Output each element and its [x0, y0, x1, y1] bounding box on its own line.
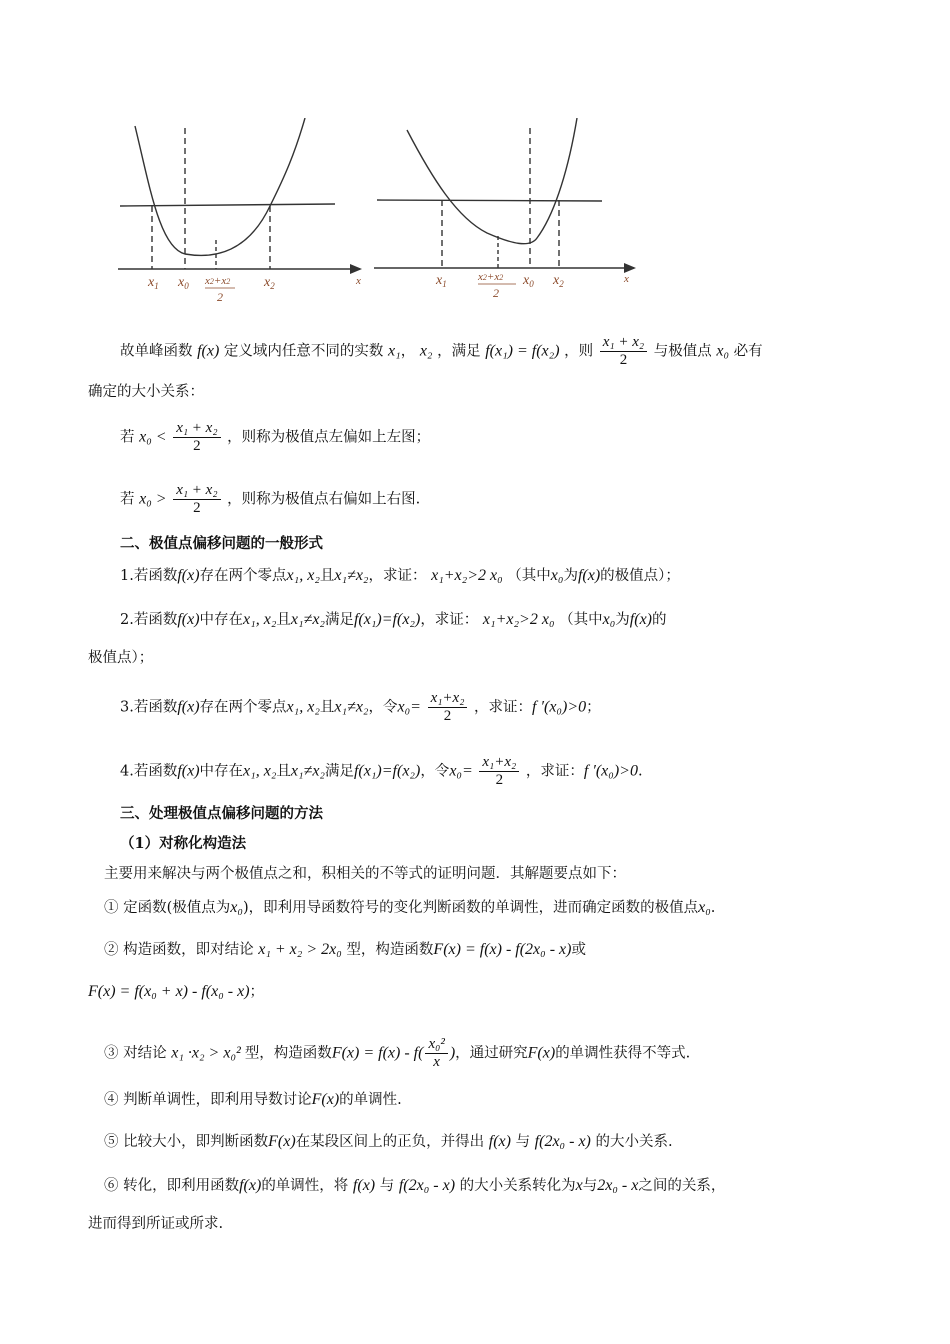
math-x1: x₁ — [388, 342, 401, 360]
section-3-heading: 三、处理极值点偏移问题的方法 — [120, 805, 323, 822]
right-bias-case: 若 x₀ > $\frac{\text{x₁ + x₂}}{2}$ ，则称为极值点右偏如上右图. — [120, 482, 421, 516]
left-curve — [135, 118, 305, 255]
step-2-cont: F(x) = f(x₀ + x) - f(x₀ - x)； — [88, 983, 265, 1000]
fraction: $\frac{\text{x₁+x₂}}{2}$ — [479, 754, 519, 789]
claim: x₁+x₂>2 x₀ — [431, 567, 503, 584]
right-curve — [407, 118, 577, 244]
left-label-two: 2 — [217, 290, 223, 304]
form-item-4: 4.若函数f(x)中存在x₁, x₂且x₁≠x₂满足f(x₁)=f(x₂)，令x₀= $\frac{\text{x₁+x₂}}{2}$ ，求证：f ′(x₀)>0. — [120, 754, 643, 788]
right-horizontal-line — [377, 200, 602, 201]
left-label-x0: $x_0$ — [178, 275, 189, 291]
left-horizontal-line — [120, 204, 335, 206]
math-x2: x₂ — [419, 342, 433, 360]
step-3: ③ 对结论 x₁ ·x₂ > x₀² 型，构造函数F(x) = f(x) - f( $\frac{\text{x₀²}}{x}$ )，通过研究F(x)的单调性获得不等式. — [104, 1036, 691, 1070]
left-bias-case: 若 x₀ < $\frac{\text{x₁ + x₂}}{2}$ ，则称为极值点左偏如上左图； — [120, 420, 431, 454]
paragraph-single-peak-cont: 确定的大小关系： — [88, 384, 204, 400]
right-label-two: 2 — [493, 286, 499, 300]
math-x0: x₀ — [716, 342, 730, 360]
step-6-cont: 进而得到所证或所求. — [88, 1216, 224, 1232]
step-5: ⑤ 比较大小，即判断函数F(x)在某段区间上的正负，并得出 f(x) 与 f(2x₀ - x) 的大小关系. — [104, 1133, 673, 1150]
paragraph-single-peak: 故单峰函数 f(x) 定义域内任意不同的实数 x₁， x₂ ，满足 f(x₁) = f(x₂) ，则 $\frac{\text{x₁ + x₂}}{2}$ 与极值点 x₀ 必有 — [120, 334, 763, 368]
section-2-heading: 二、极值点偏移问题的一般形式 — [120, 535, 323, 552]
step-4: ④ 判断单调性，即利用导数讨论F(x)的单调性. — [104, 1091, 402, 1108]
text: 定义域内任意不同的实数 — [223, 343, 384, 360]
form-item-1: 1.若函数f(x)存在两个零点x₁, x₂且x₁≠x₂，求证： x₁+x₂>2 x₀ （其中x₀为f(x)的极值点）； — [120, 567, 680, 584]
math-equality: f(x₁) = f(x₂) — [485, 342, 560, 360]
step-2: ② 构造函数，即对结论 x₁ + x₂ > 2x₀ 型，构造函数F(x) = f(x) - f(2x₀ - x)或 — [104, 941, 586, 958]
step-1: ① 定函数(极值点为x₀)，即利用导函数符号的变化判断函数的单调性，进而确定函数的极值点x₀. — [104, 899, 716, 916]
left-label-mid: x2+x2 — [205, 275, 231, 287]
fraction: $\frac{\text{x₁ + x₂}}{2}$ — [173, 420, 220, 455]
fraction-midpoint: $\frac{\text{x₁ + x₂}}{2}$ — [600, 334, 647, 369]
fraction: $\frac{\text{x₀²}}{x}$ — [425, 1036, 447, 1071]
right-label-x1: $x_1$ — [436, 273, 447, 289]
right-graph — [372, 118, 652, 308]
math-fx: f(x) — [197, 342, 220, 360]
right-x-arrow — [624, 263, 636, 273]
fraction: $\frac{\text{x₁+x₂}}{2}$ — [428, 690, 468, 725]
subsection-1-heading: （1）对称化构造法 — [120, 835, 247, 852]
step-6: ⑥ 转化，即利用函数f(x)的单调性，将 f(x) 与 f(2x₀ - x) 的大小关系转化为x与2x₀ - x之间的关系， — [104, 1177, 726, 1194]
form-item-2-cont: 极值点）； — [88, 650, 154, 666]
method-intro: 主要用来解决与两个极值点之和，积相关的不等式的证明问题．其解题要点如下： — [104, 866, 626, 882]
left-label-x: x — [356, 275, 361, 287]
form-item-2: 2.若函数f(x)中存在x₁, x₂且x₁≠x₂满足f(x₁)=f(x₂)，求证： x₁+x₂>2 x₀ （其中x₀为f(x)的 — [120, 611, 667, 628]
text: 故单峰函数 — [120, 343, 193, 360]
right-label-x0: $x_0$ — [523, 273, 534, 289]
right-label-mid: x2+x2 — [478, 271, 504, 283]
form-item-3: 3.若函数f(x)存在两个零点x₁, x₂且x₁≠x₂，令x₀= $\frac{\text{x₁+x₂}}{2}$ ，求证：f ′(x₀)>0； — [120, 690, 601, 724]
left-label-x1: $x_1$ — [148, 275, 159, 291]
left-label-x2: $x_2$ — [264, 275, 275, 291]
right-label-x: x — [624, 273, 629, 285]
fraction: $\frac{\text{x₁ + x₂}}{2}$ — [173, 482, 220, 517]
left-x-arrow — [350, 264, 362, 274]
right-label-x2: $x_2$ — [553, 273, 564, 289]
